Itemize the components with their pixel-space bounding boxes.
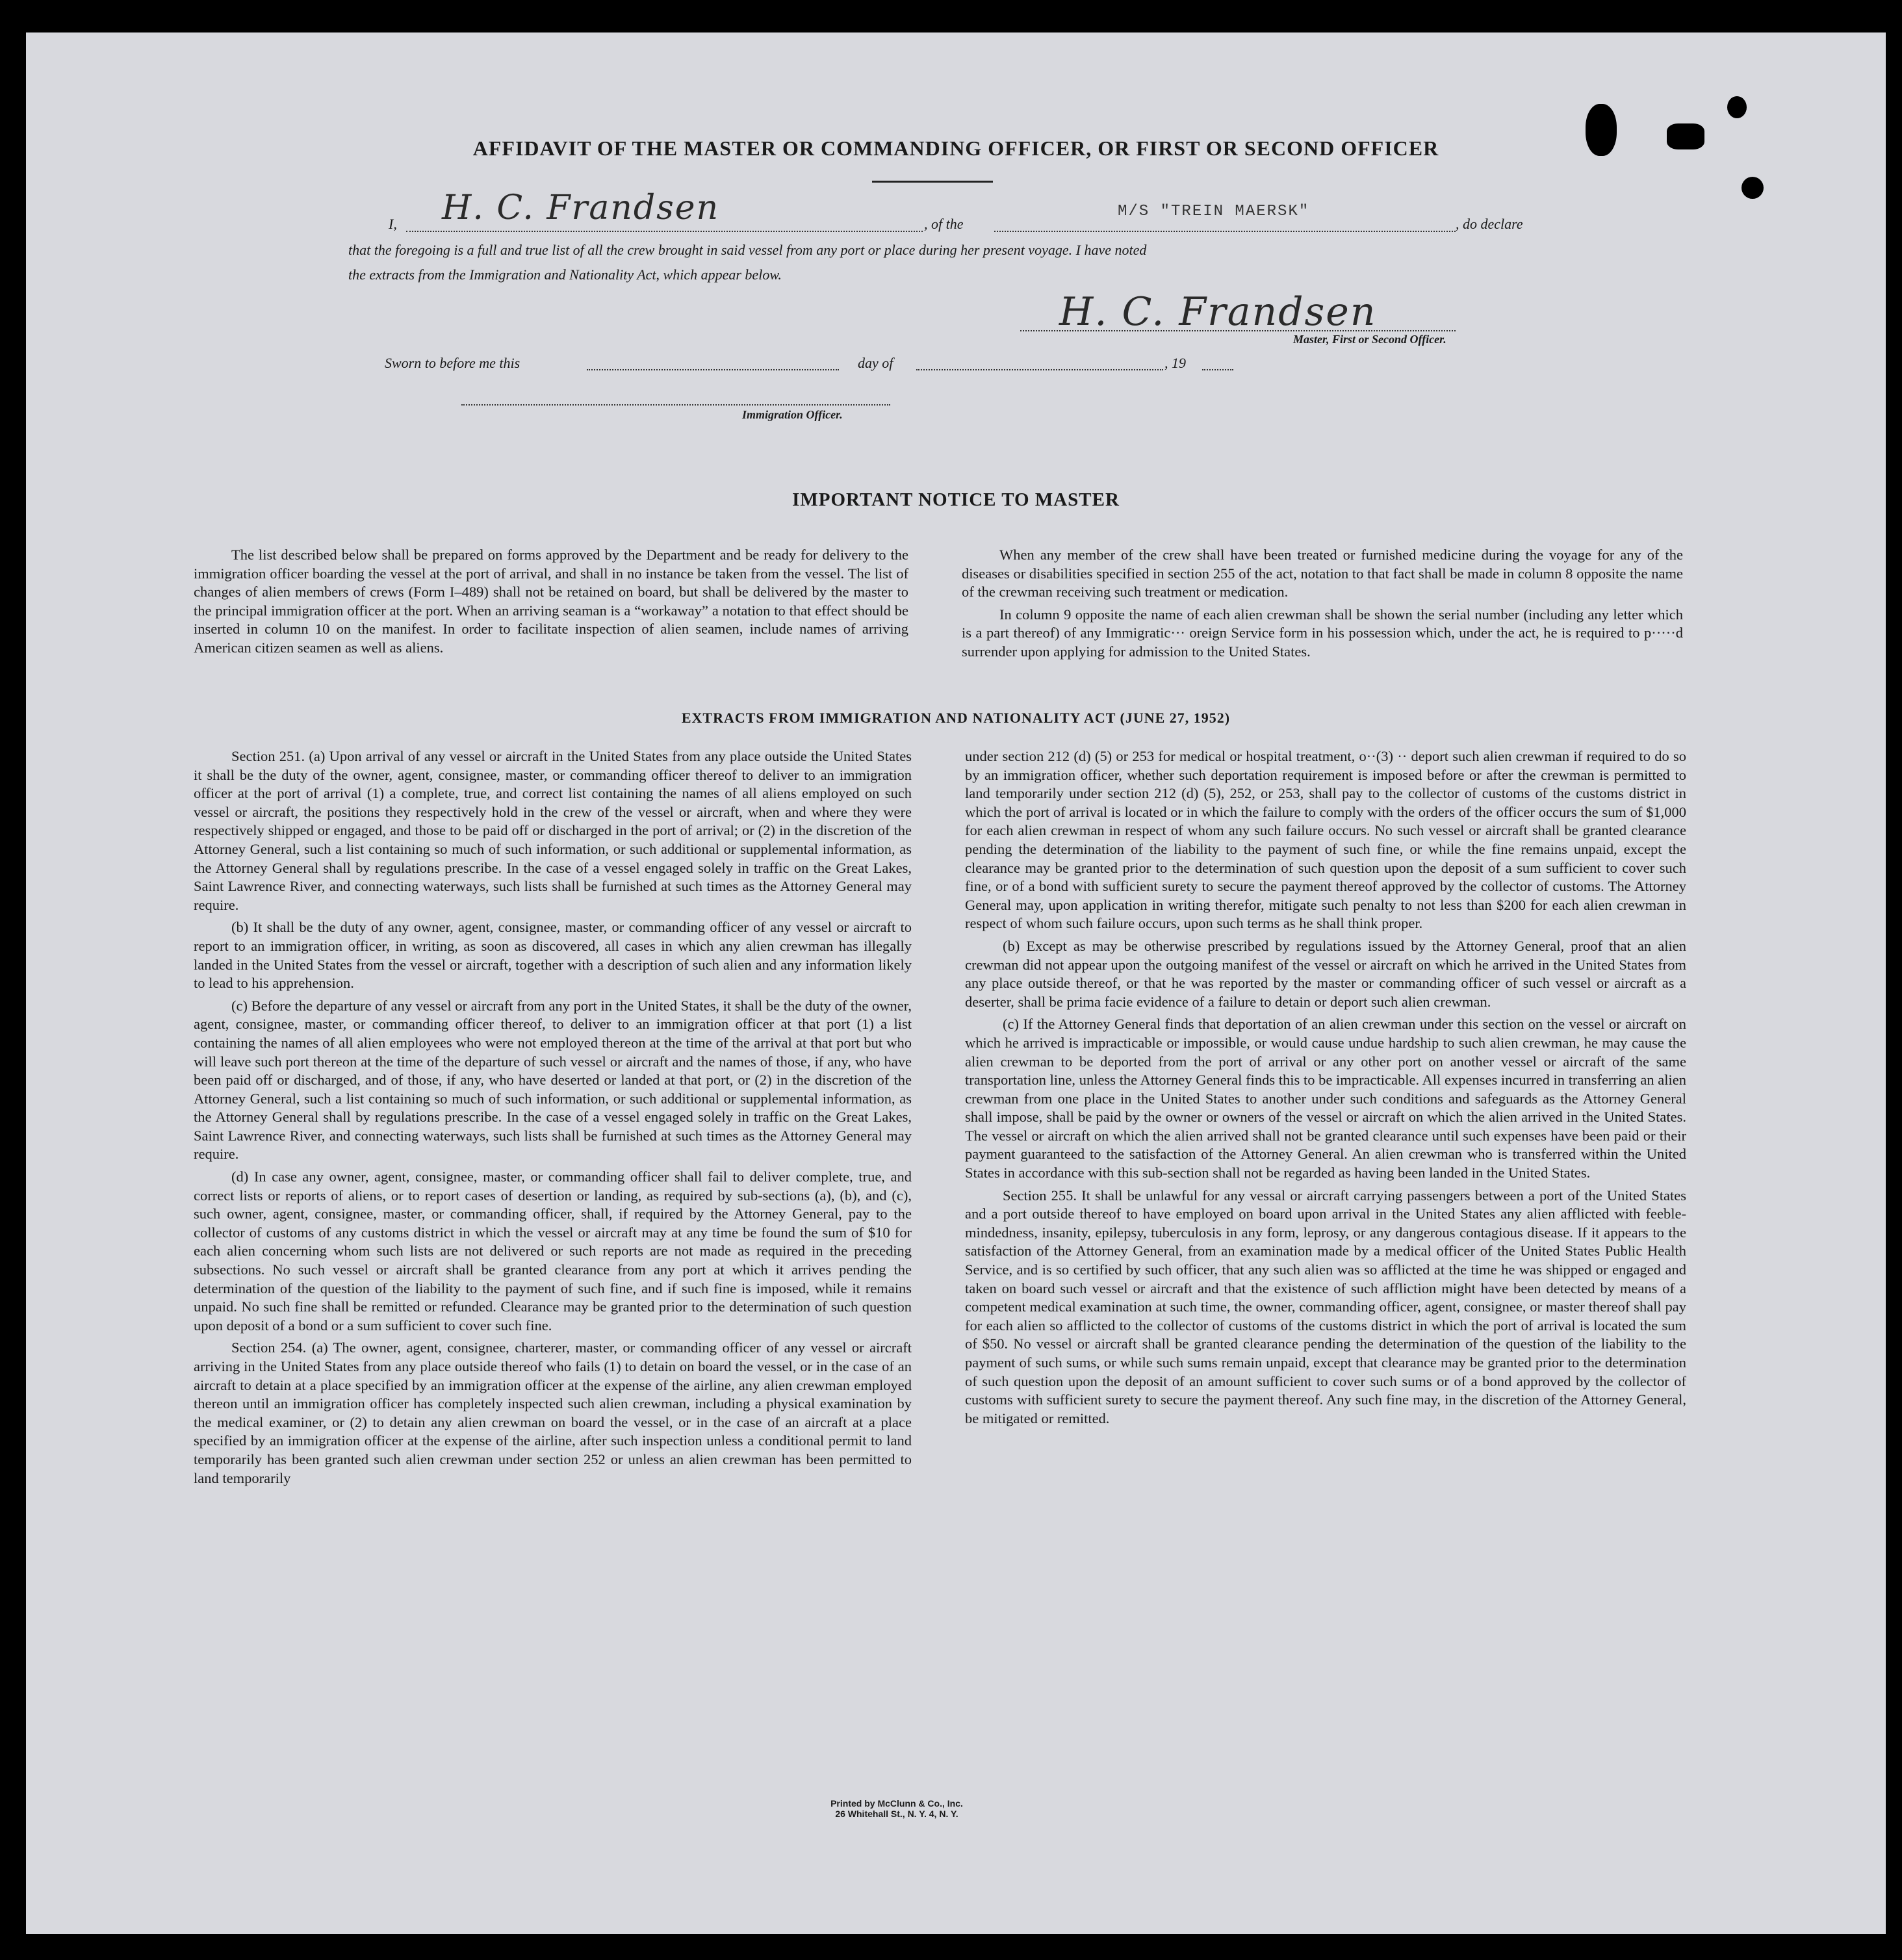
printer-line-2: 26 Whitehall St., N. Y. 4, N. Y. xyxy=(835,1809,958,1819)
notice-right-paragraph-2: In column 9 opposite the name of each alien crewman shall be shown the serial number (including any letter which is a part thereof) of any Immigratic··· oreign Service form in his possession which, under the act, he is required to p·····d surrender upon applying for admission to the United States. xyxy=(962,606,1683,660)
officer-line xyxy=(461,404,890,406)
notice-left-paragraph: The list described below shall be prepared on forms approved by the Department and be ready for delivery to the immigration officer boarding the vessel at the port of arrival, and shall in no instance be taken from the vessel. The list of changes of alien members of crews (Form I–489) shall not be retained on board, but shall be delivered by the master to the principal immigration officer at the port. When an arriving seaman is a “workaway” a notation to that effect should be inserted in column 10 on the manifest. In order to facilitate inspection of alien seamen, include names of arriving American citizen seamen as well as aliens. xyxy=(194,547,908,656)
i-label: I, xyxy=(389,216,397,232)
section-254-b: (b) Except as may be otherwise prescribed by regulations issued by the Attorney General, proof that an alien crewman did not appear upon the outgoing manifest of the vessel or aircraft on which he arrived in the United States from any place outside thereof, or that he was reported by the master or commanding officer of such vessel or aircraft as a deserter, shall be prima facie evidence of a failure to detain or deport such alien crewman. xyxy=(965,937,1686,1010)
section-251-d: (d) In case any owner, agent, consignee, master, or commanding officer shall fail to deliver complete, true, and correct lists or reports of aliens, or to report cases of desertion or landing, as required by sub-sections (a), (b), and (c), such owner, agent, consignee, master, or commanding officer, shall, if required by the Attorney General, pay to the collector of customs of any customs district in which the vessel or aircraft may at any time be found the sum of $10 for each alien concerning whom such lists are not delivered or such reports are not made as required in the preceding subsections. No such vessel or aircraft shall be granted clearance from any port at which it arrives pending the determination of the question of the liability to the payment of such fine, and if such fine is imposed, while it remains unpaid. No such fine shall be remitted or refunded. Clearance may be granted prior to the determination of such question upon deposit of a bond or a sum sufficient to cover such fine. xyxy=(194,1168,912,1334)
ink-blot xyxy=(1727,96,1747,118)
section-254-c: (c) If the Attorney General finds that deportation of an alien crewman under this section on the vessel or aircraft on which he arrived is impracticable or impossible, or would cause undue hardship to such alien crewman, he may cause the alien crewman to be deported from the port of arrival or any other port on another vessel or aircraft of the same transportation line, unless the Attorney General finds this to be impracticable. All expenses incurred in transferring an alien crewman from one place in the United States to another under such conditions and safeguards as the Attorney General shall impose, shall be paid by the owner or owners of the vessel or aircraft on which the alien arrived in the United States. The vessel or aircraft on which the alien arrived shall not be granted clearance until such expenses have been paid or their payment guaranteed to the satisfaction of the Attorney General. An alien crewman who is transferred within the United States in accordance with this sub-section shall not be regarded as having been landed in the United States. xyxy=(965,1016,1686,1181)
sworn-day-line xyxy=(587,369,839,370)
extracts-left-column xyxy=(194,747,912,1491)
do-declare-label: , do declare xyxy=(1456,216,1523,232)
signature-handwriting: H. C. Frandsen xyxy=(1059,289,1377,335)
notice-right-column xyxy=(962,546,1683,665)
vessel-line xyxy=(994,231,1456,232)
extracts-title: EXTRACTS FROM IMMIGRATION AND NATIONALITY ACT (JUNE 27, 1952) xyxy=(681,710,1231,726)
statement-line-1: that the foregoing is a full and true list of all the crew brought in said vessel from any port or place during her present voyage. I have noted xyxy=(348,242,1147,258)
day-of-label: day of xyxy=(858,355,893,371)
name-line xyxy=(406,231,923,232)
officer-caption: Immigration Officer. xyxy=(742,408,843,421)
extracts-right-column xyxy=(965,747,1686,1432)
notice-left-column xyxy=(194,546,908,662)
master-name-handwriting: H. C. Frandsen xyxy=(442,188,720,227)
signature-line xyxy=(1020,330,1456,331)
statement-line-2: the extracts from the Immigration and Nationality Act, which appear below. xyxy=(348,266,782,283)
signature-caption: Master, First or Second Officer. xyxy=(1293,333,1446,346)
sworn-month-line xyxy=(916,369,1163,370)
document-sheet xyxy=(26,32,1886,1934)
affidavit-title: AFFIDAVIT OF THE MASTER OR COMMANDING OFFICER, OR FIRST OR SECOND OFFICER xyxy=(472,136,1439,160)
section-255: Section 255. It shall be unlawful for any vessal or aircraft carrying passengers between a port of the United States and a port outside thereof to have employed on board upon arrival in the United States any alien afflicted with feeble-mindedness, insanity, epilepsy, tuberculosis in any form, leprosy, or any dangerous contagious disease. If it appears to the satisfaction of the Attorney General, from an examination made by a medical officer of the United States Public Health Service, and is so certified by such officer, that any such alien was so afflicted at the time he was shipped or engaged and taken on board such vessel or aircraft and that the existence of such affliction might have been detected by means of a competent medical examination at such time, the owner, commanding officer, agent, consignee, or master thereof shall pay for each alien so afflicted to the collector of customs of the customs district in which the port of arrival is located the sum of $50. No vessel or aircraft shall be granted clearance pending the determination of the question of the liability to the payment of such sums, or while such sums remain unpaid, except that clearance may be granted prior to the determination of such question upon the deposit of an amount sufficient to cover such sums or of a bond approved by the collector of customs with sufficient surety to secure the payment thereof. Any such fine may, in the discretion of the Attorney General, be mitigated or remitted. xyxy=(965,1187,1686,1426)
title-divider xyxy=(872,181,993,183)
sworn-label: Sworn to before me this xyxy=(385,355,520,371)
notice-right-paragraph-1: When any member of the crew shall have been treated or furnished medicine during the voyage for any of the diseases or disabilities specified in section 255 of the act, notation to that fact shall be made in column 8 opposite the name of the crewman receiving such treatment or medication. xyxy=(962,547,1683,600)
section-254-a: Section 254. (a) The owner, agent, consignee, charterer, master, or commanding officer of any vessel or aircraft arriving in the United States from any place outside thereof who fails (1) to detain on board the vessel, or in the case of an aircraft to detain at a place specified by an immigration officer at the expense of the airline, any alien crewman employed thereon until an immigration officer has completely inspected such alien crewman, including a physical examination by the medical examiner, or (2) to detain any alien crewman on board the vessel, or in the case of an aircraft at a place specified by an immigration officer at the expense of the airline, after such inspection unless a conditional permit to land temporarily has been granted such alien crewman under section 252 or unless an alien crewman has been permitted to land temporarily xyxy=(194,1339,912,1486)
section-251-c: (c) Before the departure of any vessel or aircraft from any port in the United States, it shall be the duty of the owner, agent, consignee, master, or commanding officer thereof, to deliver to an immigration officer at that port (1) a list containing the names of all alien employees who were not employed thereon at the time of the arrival at that port but who will leave such port thereon at the time of the departure of such vessel or aircraft and the names of those, if any, who have been paid off or discharged, and of those, if any, who have deserted or landed at that port, or (2) in the discretion of the Attorney General, such a list containing so much of such information, or such additional or supplemental information, as the Attorney General shall by regulations prescribe. In the case of a vessel engaged solely in traffic on the Great Lakes, Saint Lawrence River, and connecting waterways, such lists shall be furnished at such times as the Attorney General may require. xyxy=(194,997,912,1163)
printer-imprint xyxy=(702,1798,1092,1819)
sworn-year-line xyxy=(1202,369,1233,370)
section-251-a: Section 251. (a) Upon arrival of any vessel or aircraft in the United States from any place outside the United States it shall be the duty of the owner, agent, consignee, master, or commanding officer thereof to deliver to an immigration officer at the port of arrival (1) a complete, true, and correct list containing the names of all aliens employed on such vessel or aircraft, the positions they respectively hold in the crew of the vessel or aircraft, when and where they were respectively shipped or engaged, and those to be paid off or discharged in the port of arrival; or (2) in the discretion of the Attorney General, such a list containing so much of such information, or such additional or supplemental information, as the Attorney General shall by regulations prescribe. In the case of a vessel engaged solely in traffic on the Great Lakes, Saint Lawrence River, and connecting waterways, such lists shall be furnished at such times as the Attorney General may require. xyxy=(194,748,912,913)
section-251-b: (b) It shall be the duty of any owner, agent, consignee, master, or commanding officer of any vessel or aircraft to report to an immigration officer, in writing, as soon as discovered, all cases in which any alien crewman has illegally landed in the United States from the vessel or aircraft, together with a description of such alien and any information likely to lead to his apprehension. xyxy=(194,919,912,992)
vessel-name: M/S "TREIN MAERSK" xyxy=(1118,203,1310,220)
year-label: , 19 xyxy=(1164,355,1186,371)
of-the-label: , of the xyxy=(924,216,964,232)
section-254-a-continued: under section 212 (d) (5) or 253 for medical or hospital treatment, o··(3) ·· deport such alien crewman if required to do so by an immigration officer, whether such deportation requirement is imposed before or after the crewman is permitted to land temporarily under section 212 (d) (5), 252, or 253, shall pay to the collector of customs of the customs district in which the port of arrival is located or in which the failure to comply with the orders of the officer occurs the sum of $1,000 for each alien crewman in respect of whom any such failure occurs. No such vessel or aircraft shall be granted clearance pending the determination of the liability to the payment of such fine, or while the fine remains unpaid, except the clearance may be granted prior to the determination of such question upon the deposit of a sum sufficient to cover such fine, or of a bond with sufficient surety to secure the payment thereof approved by the collector of customs. The Attorney General may, upon application in writing therefor, mitigate such penalty to not less than $200 for each alien crewman in respect of whom such failure occurs, upon such terms as he shall think proper. xyxy=(965,748,1686,932)
printer-line-1: Printed by McClunn & Co., Inc. xyxy=(830,1798,963,1809)
notice-title: IMPORTANT NOTICE TO MASTER xyxy=(792,489,1120,510)
ink-blot xyxy=(1741,177,1764,199)
